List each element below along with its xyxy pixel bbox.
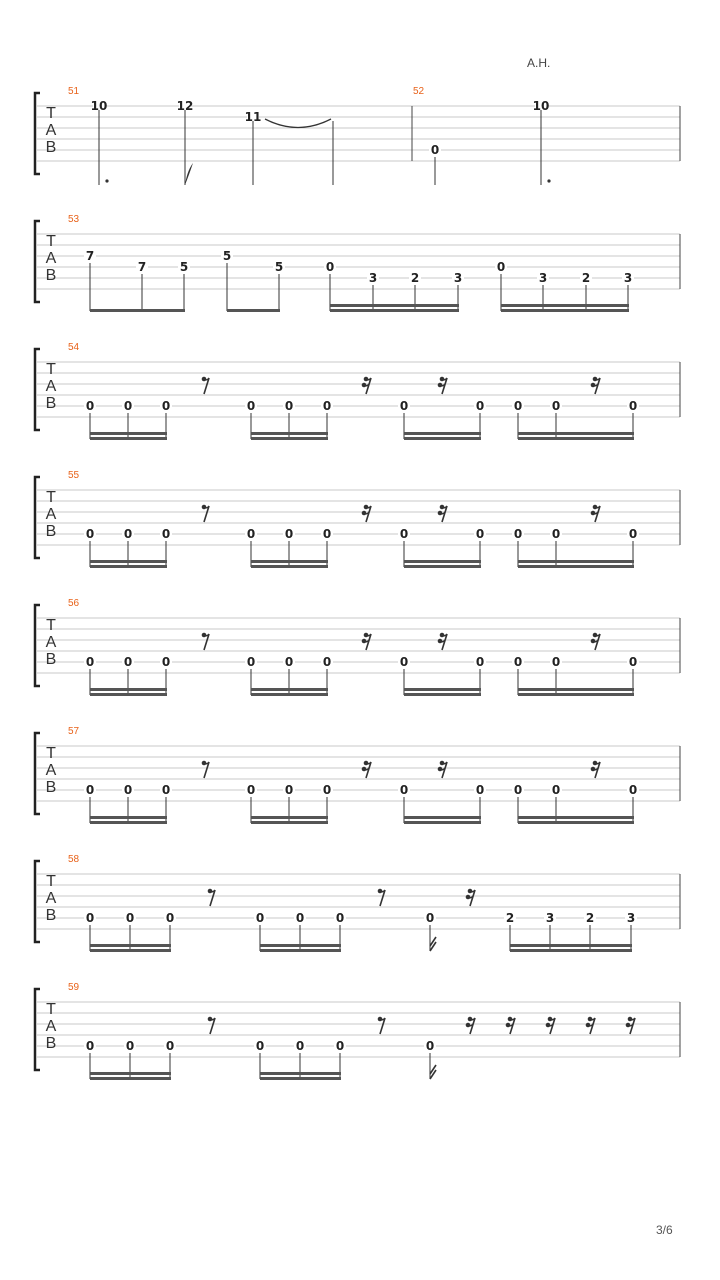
fret-number: 0 (246, 527, 256, 541)
fret-number: 2 (410, 271, 420, 285)
fret-number: 0 (246, 783, 256, 797)
fret-number: 0 (295, 911, 305, 925)
fret-number: 7 (137, 260, 147, 274)
fret-number: 0 (322, 527, 332, 541)
rest-eighth-icon (202, 377, 209, 394)
beam (518, 437, 634, 440)
fret-number: 0 (628, 783, 638, 797)
rest-eighth-icon (202, 761, 209, 778)
fret-number: 5 (222, 249, 232, 263)
fret-number: 2 (585, 911, 595, 925)
fret-number: 0 (475, 783, 485, 797)
fret-number: 0 (123, 655, 133, 669)
fret-number: 3 (623, 271, 633, 285)
fret-number: 3 (453, 271, 463, 285)
beam (404, 565, 481, 568)
rest-eighth-icon (202, 505, 209, 522)
beam (518, 693, 634, 696)
tab-system (35, 221, 680, 302)
rest-eighth-icon (208, 1017, 215, 1034)
fret-number: 0 (255, 1039, 265, 1053)
fret-number: 0 (125, 1039, 135, 1053)
fret-number: 0 (295, 1039, 305, 1053)
beam (330, 304, 459, 307)
fret-number: 0 (85, 655, 95, 669)
beam (251, 432, 328, 435)
fret-number: 5 (179, 260, 189, 274)
fret-number: 0 (425, 1039, 435, 1053)
beam (518, 816, 634, 819)
fret-number: 0 (123, 783, 133, 797)
beam (404, 437, 481, 440)
tab-clef-letter: B (45, 139, 57, 156)
rest-sixteenth-icon (506, 1017, 515, 1034)
beam (90, 432, 167, 435)
fret-number: 0 (284, 527, 294, 541)
fret-number: 0 (551, 655, 561, 669)
tab-system (35, 349, 680, 430)
tab-clef-letter: B (45, 907, 57, 924)
tab-system (35, 477, 680, 558)
rest-eighth-icon (378, 1017, 385, 1034)
fret-number: 0 (123, 527, 133, 541)
tab-clef-letter: B (45, 267, 57, 284)
rest-sixteenth-icon (546, 1017, 555, 1034)
fret-number: 10 (532, 99, 550, 113)
beam (251, 821, 328, 824)
tab-clef-letter: A (45, 890, 57, 907)
fret-number: 0 (628, 399, 638, 413)
fret-number: 0 (475, 527, 485, 541)
fret-number: 0 (246, 399, 256, 413)
fret-number: 0 (161, 655, 171, 669)
rest-sixteenth-icon (438, 761, 447, 778)
tab-clef-letter: A (45, 378, 57, 395)
fret-number: 0 (161, 783, 171, 797)
rest-sixteenth-icon (438, 633, 447, 650)
fret-number: 2 (581, 271, 591, 285)
beam (90, 816, 167, 819)
beam (227, 309, 280, 312)
rest-sixteenth-icon (362, 377, 371, 394)
fret-number: 0 (284, 655, 294, 669)
tab-clef-letter: T (46, 1001, 56, 1018)
tab-clef-letter: T (46, 233, 56, 250)
tab-system (35, 605, 680, 686)
dot (547, 179, 550, 182)
rest-eighth-icon (202, 633, 209, 650)
measure-number: 52 (413, 86, 425, 97)
fret-number: 0 (399, 527, 409, 541)
beam (404, 693, 481, 696)
rest-sixteenth-icon (362, 633, 371, 650)
rest-sixteenth-icon (591, 761, 600, 778)
fret-number: 0 (399, 783, 409, 797)
fret-number: 0 (551, 399, 561, 413)
fret-number: 0 (246, 655, 256, 669)
fret-number: 0 (425, 911, 435, 925)
system-bracket (35, 221, 40, 302)
rest-sixteenth-icon (591, 633, 600, 650)
rest-sixteenth-icon (362, 761, 371, 778)
fret-number: 3 (368, 271, 378, 285)
measure-number: 59 (68, 982, 80, 993)
beam (251, 688, 328, 691)
system-bracket (35, 477, 40, 558)
beam (90, 560, 167, 563)
tab-clef-letter: T (46, 361, 56, 378)
fret-number: 0 (85, 783, 95, 797)
beam (404, 432, 481, 435)
fret-number: 0 (513, 655, 523, 669)
measure-number: 54 (68, 342, 80, 353)
fret-number: 0 (165, 1039, 175, 1053)
beam (90, 309, 185, 312)
beam (251, 560, 328, 563)
beam (510, 949, 632, 952)
fret-number: 0 (513, 783, 523, 797)
tab-clef-letter: A (45, 122, 57, 139)
system-bracket (35, 93, 40, 174)
fret-number: 0 (161, 399, 171, 413)
tab-clef-letter: T (46, 745, 56, 762)
fret-number: 0 (335, 911, 345, 925)
tab-clef-letter: B (45, 1035, 57, 1052)
beam (404, 688, 481, 691)
fret-number: 0 (551, 527, 561, 541)
fret-number: 3 (538, 271, 548, 285)
fret-number: 0 (513, 527, 523, 541)
beam (90, 565, 167, 568)
fret-number: 0 (85, 911, 95, 925)
fret-number: 10 (90, 99, 108, 113)
rest-sixteenth-icon (466, 1017, 475, 1034)
beam (404, 816, 481, 819)
page-number: 3/6 (656, 1223, 673, 1237)
beam (260, 944, 341, 947)
fret-number: 2 (505, 911, 515, 925)
tab-clef-letter: A (45, 634, 57, 651)
fret-number: 0 (399, 399, 409, 413)
fret-number: 0 (322, 655, 332, 669)
rest-sixteenth-icon (591, 505, 600, 522)
system-bracket (35, 989, 40, 1070)
fret-number: 0 (513, 399, 523, 413)
fret-number: 5 (274, 260, 284, 274)
flag-icon (185, 163, 193, 185)
fret-number: 3 (545, 911, 555, 925)
rest-sixteenth-icon (591, 377, 600, 394)
tab-clef-letter: B (45, 779, 57, 796)
fret-number: 0 (165, 911, 175, 925)
beam (330, 309, 459, 312)
tab-clef-letter: B (45, 651, 57, 668)
beam (90, 693, 167, 696)
fret-number: 0 (628, 655, 638, 669)
fret-number: 3 (626, 911, 636, 925)
fret-number: 0 (161, 527, 171, 541)
measure-number: 58 (68, 854, 80, 865)
beam (251, 693, 328, 696)
tab-clef-letter: T (46, 489, 56, 506)
rest-sixteenth-icon (586, 1017, 595, 1034)
measure-number: 57 (68, 726, 80, 737)
header-mark: A.H. (527, 56, 551, 70)
fret-number: 0 (255, 911, 265, 925)
beam (251, 437, 328, 440)
beam (501, 304, 629, 307)
fret-number: 0 (551, 783, 561, 797)
fret-number: 0 (284, 783, 294, 797)
beam (510, 944, 632, 947)
beam (260, 1072, 341, 1075)
rest-eighth-icon (208, 889, 215, 906)
fret-number: 0 (85, 399, 95, 413)
beam (404, 821, 481, 824)
fret-number: 0 (335, 1039, 345, 1053)
tab-system (35, 989, 680, 1070)
fret-number: 0 (85, 527, 95, 541)
beam (260, 949, 341, 952)
beam (90, 688, 167, 691)
beam (90, 949, 171, 952)
beam (90, 437, 167, 440)
beam (90, 1077, 171, 1080)
measure-number: 55 (68, 470, 80, 481)
tab-clef-letter: T (46, 873, 56, 890)
tab-clef-letter: T (46, 105, 56, 122)
beam (90, 1072, 171, 1075)
rest-sixteenth-icon (438, 377, 447, 394)
tab-clef-letter: A (45, 1018, 57, 1035)
rest-sixteenth-icon (626, 1017, 635, 1034)
beam (518, 688, 634, 691)
tab-system (35, 93, 680, 174)
system-bracket (35, 349, 40, 430)
measure-number: 56 (68, 598, 80, 609)
tab-clef-letter: A (45, 762, 57, 779)
fret-number: 12 (176, 99, 194, 113)
tab-clef-letter: A (45, 250, 57, 267)
fret-number: 7 (85, 249, 95, 263)
tab-clef-letter: B (45, 523, 57, 540)
beam (518, 560, 634, 563)
beam (404, 560, 481, 563)
fret-number: 0 (628, 527, 638, 541)
beam (90, 821, 167, 824)
rest-sixteenth-icon (466, 889, 475, 906)
fret-number: 0 (284, 399, 294, 413)
beam (501, 309, 629, 312)
beam (260, 1077, 341, 1080)
fret-number: 0 (322, 783, 332, 797)
beam (518, 565, 634, 568)
beam (251, 565, 328, 568)
beam (518, 432, 634, 435)
fret-number: 0 (85, 1039, 95, 1053)
fret-number: 0 (325, 260, 335, 274)
dot (105, 179, 108, 182)
tab-system (35, 733, 680, 814)
fret-number: 0 (125, 911, 135, 925)
fret-number: 0 (430, 143, 440, 157)
system-bracket (35, 861, 40, 942)
fret-number: 0 (475, 655, 485, 669)
tie-arc (265, 119, 331, 128)
tab-clef-letter: T (46, 617, 56, 634)
fret-number: 0 (322, 399, 332, 413)
fret-number: 0 (475, 399, 485, 413)
rest-eighth-icon (378, 889, 385, 906)
beam (518, 821, 634, 824)
fret-number: 0 (123, 399, 133, 413)
beam (90, 944, 171, 947)
rest-sixteenth-icon (362, 505, 371, 522)
rest-sixteenth-icon (438, 505, 447, 522)
fret-number: 11 (244, 110, 262, 124)
measure-number: 51 (68, 86, 80, 97)
fret-number: 0 (399, 655, 409, 669)
tab-clef-letter: B (45, 395, 57, 412)
tab-system (35, 861, 680, 942)
system-bracket (35, 605, 40, 686)
measure-number: 53 (68, 214, 80, 225)
tab-clef-letter: A (45, 506, 57, 523)
system-bracket (35, 733, 40, 814)
fret-number: 0 (496, 260, 506, 274)
beam (251, 816, 328, 819)
